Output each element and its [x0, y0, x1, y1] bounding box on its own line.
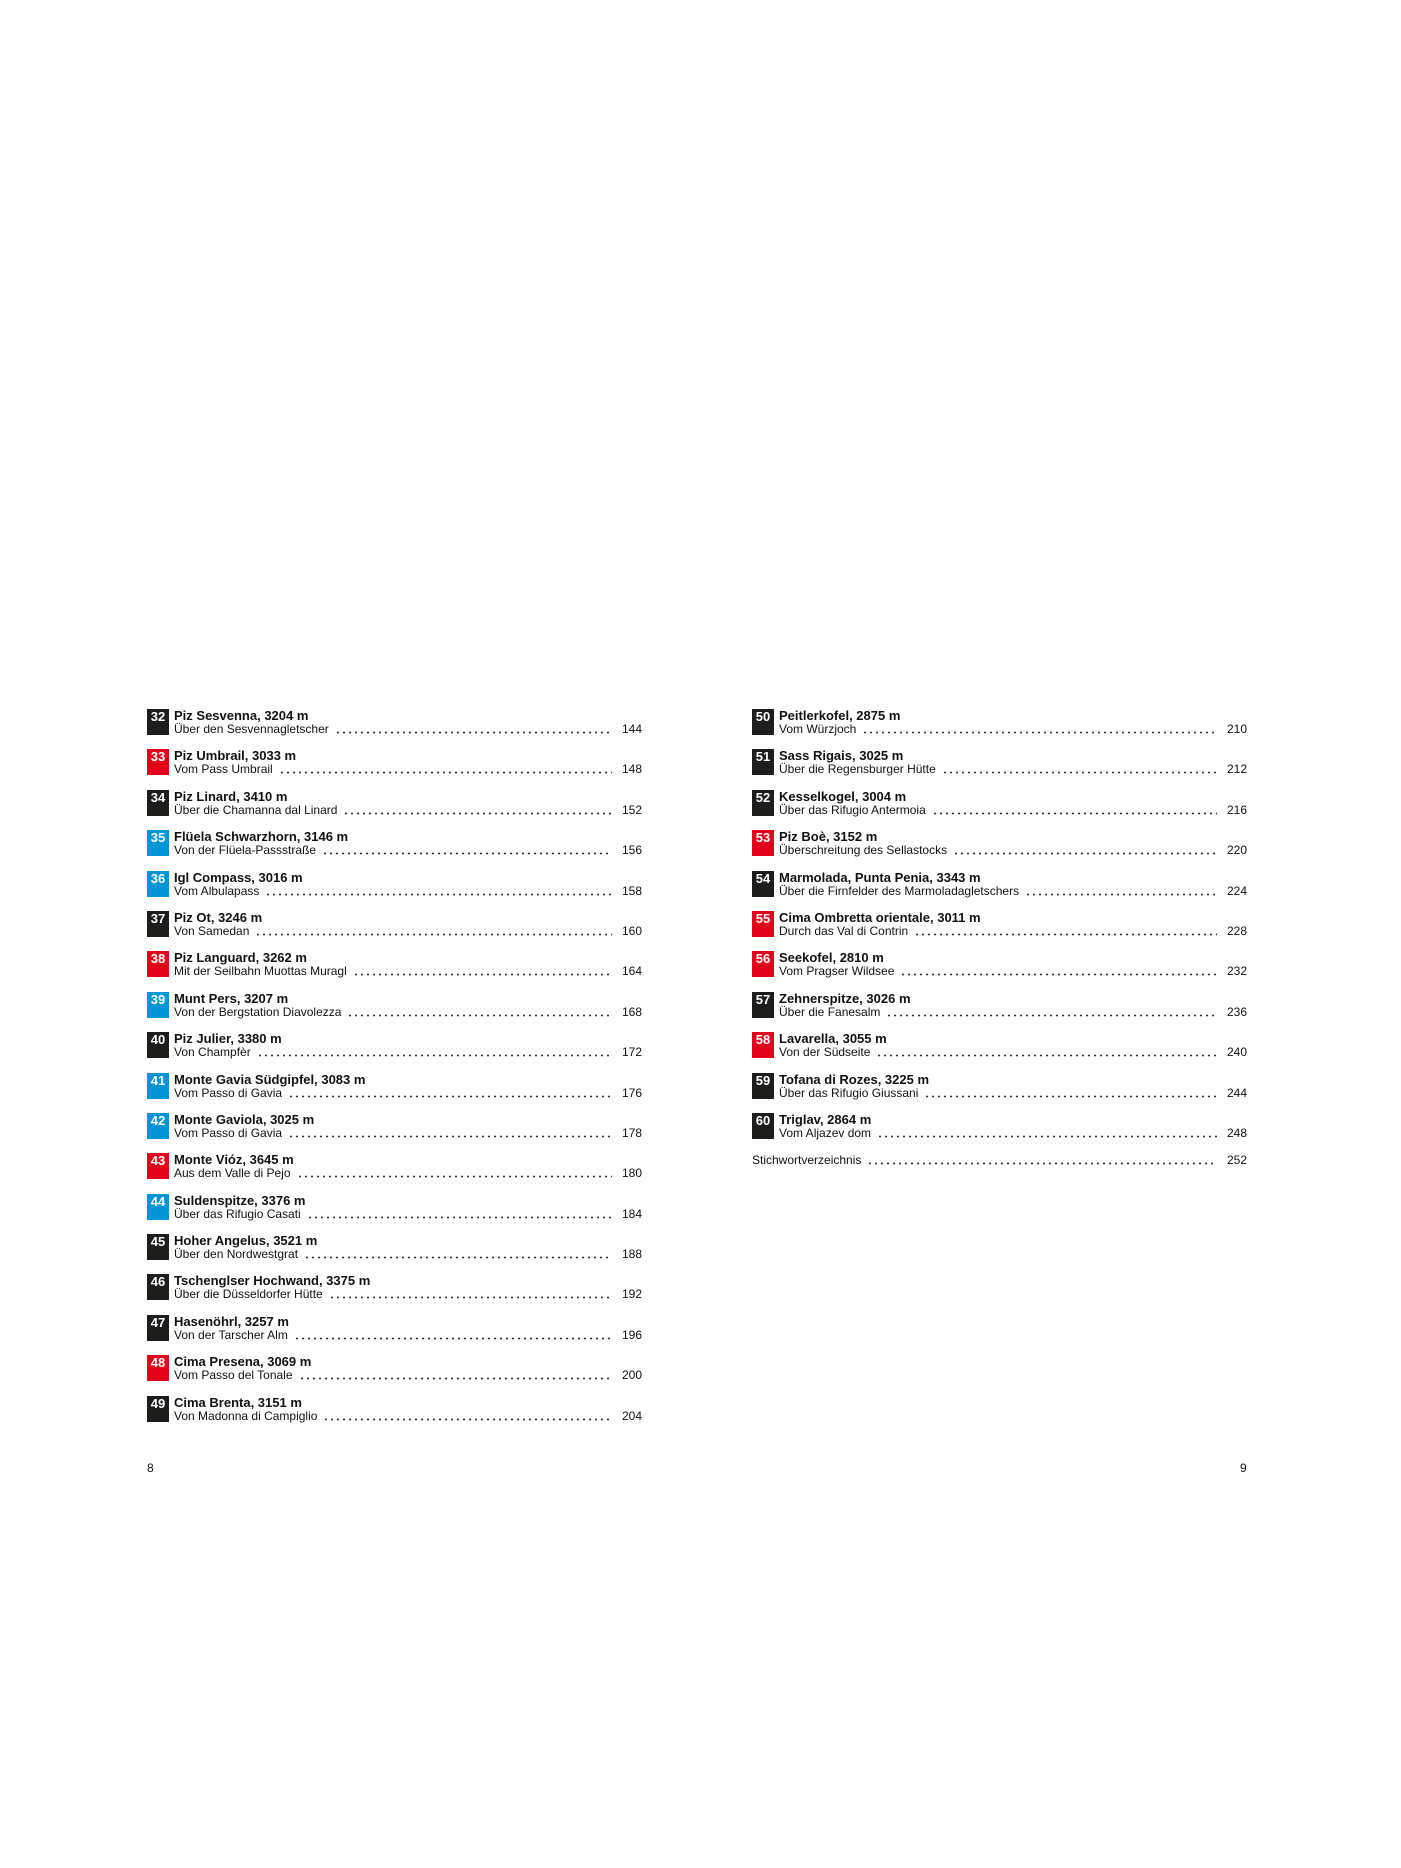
tour-page-number: 244 — [1226, 1085, 1247, 1100]
tour-number-badge: 49 — [147, 1396, 169, 1422]
tour-title: Marmolada, Punta Penia, 3343 m — [779, 869, 981, 885]
tour-route: Von Madonna di Campiglio — [174, 1408, 318, 1423]
dot-leader — [876, 1054, 1217, 1057]
tour-title: Zehnerspitze, 3026 m — [779, 990, 911, 1006]
tour-route: Vom Aljazev dom — [779, 1125, 872, 1140]
dot-leader — [288, 1095, 612, 1098]
tour-number-badge: 44 — [147, 1194, 169, 1220]
tour-page-number: 156 — [621, 843, 642, 858]
index-page-number: 252 — [1226, 1153, 1247, 1168]
tour-number-badge: 53 — [752, 830, 774, 856]
tour-route: Überschreitung des Sellastocks — [779, 843, 948, 858]
tour-subline — [174, 843, 642, 858]
tour-page-number: 160 — [621, 923, 642, 938]
tour-title: Flüela Schwarzhorn, 3146 m — [174, 829, 349, 845]
tour-page-number: 192 — [621, 1287, 642, 1302]
dot-leader — [877, 1135, 1217, 1138]
tour-subline — [779, 964, 1247, 979]
toc-entry — [147, 790, 642, 830]
tour-number-badge: 47 — [147, 1315, 169, 1341]
tour-page-number: 188 — [621, 1247, 642, 1262]
index-line — [752, 1153, 1247, 1168]
tour-page-number: 172 — [621, 1045, 642, 1060]
tour-route: Vom Passo di Gavia — [174, 1125, 283, 1140]
tour-title: Kesselkogel, 3004 m — [779, 788, 907, 804]
tour-subline — [779, 803, 1247, 818]
dot-leader — [900, 973, 1217, 976]
tour-number-badge: 37 — [147, 911, 169, 937]
toc-entry — [147, 1032, 642, 1072]
tour-title: Monte Gavia Südgipfel, 3083 m — [174, 1071, 366, 1087]
tour-title: Tofana di Rozes, 3225 m — [779, 1071, 930, 1087]
tour-page-number: 178 — [621, 1125, 642, 1140]
toc-entry — [147, 1113, 642, 1153]
tour-route: Über den Sesvennagletscher — [174, 722, 329, 736]
tour-title: Cima Presena, 3069 m — [174, 1354, 312, 1370]
tour-subline — [174, 1287, 642, 1302]
dot-leader — [924, 1095, 1217, 1098]
tour-title: Triglav, 2864 m — [779, 1111, 872, 1127]
tour-subline — [174, 1045, 642, 1060]
toc-entry — [752, 992, 1247, 1032]
toc-entry — [752, 911, 1247, 951]
tour-subline — [174, 1166, 642, 1181]
tour-route: Von der Tarscher Alm — [174, 1327, 288, 1342]
toc-entry — [147, 992, 642, 1032]
tour-number-badge: 52 — [752, 790, 774, 816]
toc-entry — [147, 911, 642, 951]
toc-entry — [147, 871, 642, 911]
tour-page-number: 180 — [621, 1166, 642, 1181]
index-entry — [752, 1153, 1247, 1173]
toc-entry — [147, 1073, 642, 1113]
tour-title: Munt Pers, 3207 m — [174, 990, 289, 1006]
dot-leader — [347, 1014, 612, 1017]
dot-leader — [255, 933, 612, 936]
tour-number-badge: 55 — [752, 911, 774, 937]
dot-leader — [322, 852, 612, 855]
page-number-right: 9 — [1240, 1461, 1247, 1475]
tour-title: Hoher Angelus, 3521 m — [174, 1233, 318, 1249]
tour-title: Lavarella, 3055 m — [779, 1031, 887, 1047]
tour-title: Piz Julier, 3380 m — [174, 1031, 282, 1047]
toc-right-column — [752, 709, 1247, 1173]
dot-leader — [862, 731, 1217, 734]
tour-number-badge: 45 — [147, 1234, 169, 1260]
tour-number-badge: 46 — [147, 1274, 169, 1300]
tour-page-number: 210 — [1226, 722, 1247, 736]
tour-title: Peitlerkofel, 2875 m — [779, 708, 901, 723]
tour-title: Piz Languard, 3262 m — [174, 950, 307, 966]
tour-subline — [779, 722, 1247, 737]
tour-subline — [174, 1247, 642, 1262]
tour-title: Tschenglser Hochwand, 3375 m — [174, 1273, 371, 1289]
tour-route: Über das Rifugio Giussani — [779, 1085, 919, 1100]
tour-route: Über die Düsseldorfer Hütte — [174, 1287, 323, 1302]
tour-page-number: 240 — [1226, 1045, 1247, 1060]
toc-entry — [752, 871, 1247, 911]
tour-route: Vom Passo del Tonale — [174, 1368, 293, 1383]
dot-leader — [257, 1054, 612, 1057]
dot-leader — [297, 1175, 612, 1178]
tour-route: Durch das Val di Contrin — [779, 923, 909, 938]
tour-number-badge: 42 — [147, 1113, 169, 1139]
toc-entry — [147, 709, 642, 749]
tour-title: Monte Gaviola, 3025 m — [174, 1111, 315, 1127]
tour-subline — [174, 722, 642, 737]
tour-route: Vom Pass Umbrail — [174, 762, 273, 777]
dot-leader — [867, 1162, 1217, 1165]
tour-number-badge: 40 — [147, 1032, 169, 1058]
tour-title: Sass Rigais, 3025 m — [779, 748, 904, 764]
tour-page-number: 148 — [621, 762, 642, 777]
tour-page-number: 152 — [621, 802, 642, 817]
toc-entry — [752, 1073, 1247, 1113]
toc-entry — [147, 1234, 642, 1274]
tour-title: Igl Compass, 3016 m — [174, 869, 303, 885]
toc-entry — [752, 830, 1247, 870]
tour-subline — [174, 762, 642, 777]
tour-route: Vom Passo di Gavia — [174, 1085, 283, 1100]
tour-subline — [174, 884, 642, 899]
tour-route: Über die Firnfelder des Marmoladagletschers — [779, 883, 1020, 898]
tour-number-badge: 58 — [752, 1032, 774, 1058]
dot-leader — [353, 973, 612, 976]
tour-number-badge: 32 — [147, 709, 169, 735]
tour-number-badge: 59 — [752, 1073, 774, 1099]
toc-entry — [752, 1032, 1247, 1072]
tour-number-badge: 41 — [147, 1073, 169, 1099]
tour-page-number: 164 — [621, 964, 642, 979]
tour-route: Über den Nordwestgrat — [174, 1247, 299, 1262]
tour-route: Mit der Seilbahn Muottas Muragl — [174, 964, 347, 979]
dot-leader — [886, 1014, 1217, 1017]
dot-leader — [942, 771, 1217, 774]
tour-subline — [174, 1328, 642, 1343]
toc-entry — [147, 1274, 642, 1314]
tour-subline — [174, 1126, 642, 1141]
tour-number-badge: 38 — [147, 951, 169, 977]
tour-title: Piz Umbrail, 3033 m — [174, 748, 297, 764]
toc-entry — [147, 1315, 642, 1355]
tour-route: Über das Rifugio Antermoia — [779, 802, 926, 817]
tour-subline — [779, 1126, 1247, 1141]
tour-route: Über die Chamanna dal Linard — [174, 802, 338, 817]
dot-leader — [265, 893, 612, 896]
dot-leader — [1025, 893, 1217, 896]
tour-number-badge: 34 — [147, 790, 169, 816]
dot-leader — [343, 812, 612, 815]
dot-leader — [914, 933, 1217, 936]
tour-page-number: 168 — [621, 1004, 642, 1019]
tour-title: Suldenspitze, 3376 m — [174, 1192, 306, 1208]
tour-route: Vom Würzjoch — [779, 722, 857, 736]
dot-leader — [288, 1135, 612, 1138]
tour-page-number: 224 — [1226, 883, 1247, 898]
page-number-left: 8 — [147, 1461, 154, 1475]
tour-subline — [779, 762, 1247, 777]
tour-subline — [779, 924, 1247, 939]
tour-number-badge: 36 — [147, 871, 169, 897]
dot-leader — [953, 852, 1217, 855]
tour-subline — [779, 1045, 1247, 1060]
tour-page-number: 232 — [1226, 964, 1247, 979]
tour-title: Piz Boè, 3152 m — [779, 829, 878, 845]
tour-page-number: 176 — [621, 1085, 642, 1100]
tour-number-badge: 43 — [147, 1153, 169, 1179]
tour-number-badge: 51 — [752, 749, 774, 775]
tour-title: Piz Sesvenna, 3204 m — [174, 708, 309, 723]
dot-leader — [932, 812, 1217, 815]
toc-entry — [147, 1194, 642, 1234]
tour-subline — [174, 924, 642, 939]
tour-page-number: 236 — [1226, 1004, 1247, 1019]
tour-number-badge: 35 — [147, 830, 169, 856]
tour-subline — [779, 843, 1247, 858]
toc-entry — [147, 1153, 642, 1193]
tour-title: Hasenöhrl, 3257 m — [174, 1313, 289, 1329]
toc-entry — [147, 1355, 642, 1395]
dot-leader — [323, 1418, 612, 1421]
tour-subline — [174, 1409, 642, 1424]
toc-entry — [752, 790, 1247, 830]
toc-left-column — [147, 709, 642, 1436]
tour-title: Seekofel, 2810 m — [779, 950, 884, 966]
tour-page-number: 144 — [621, 722, 642, 736]
tour-page-number: 200 — [621, 1368, 642, 1383]
tour-route: Von der Flüela-Passstraße — [174, 843, 317, 858]
tour-route: Über die Regensburger Hütte — [779, 762, 936, 777]
tour-route: Vom Pragser Wildsee — [779, 964, 895, 979]
tour-page-number: 196 — [621, 1327, 642, 1342]
toc-entry — [147, 749, 642, 789]
tour-title: Piz Linard, 3410 m — [174, 788, 288, 804]
toc-entry — [752, 709, 1247, 749]
tour-route: Vom Albulapass — [174, 883, 260, 898]
tour-number-badge: 33 — [147, 749, 169, 775]
tour-page-number: 212 — [1226, 762, 1247, 777]
tour-route: Über die Fanesalm — [779, 1004, 881, 1019]
dot-leader — [294, 1337, 612, 1340]
tour-number-badge: 48 — [147, 1355, 169, 1381]
toc-entry — [752, 951, 1247, 991]
tour-subline — [174, 1086, 642, 1101]
toc-entry — [147, 830, 642, 870]
dot-leader — [307, 1216, 612, 1219]
tour-number-badge: 39 — [147, 992, 169, 1018]
dot-leader — [304, 1256, 612, 1259]
dot-leader — [335, 731, 612, 734]
tour-title: Piz Ot, 3246 m — [174, 909, 263, 925]
toc-entry — [752, 749, 1247, 789]
tour-title: Monte Vióz, 3645 m — [174, 1152, 294, 1168]
tour-page-number: 228 — [1226, 923, 1247, 938]
tour-route: Von der Bergstation Diavolezza — [174, 1004, 342, 1019]
tour-page-number: 220 — [1226, 843, 1247, 858]
tour-route: Von Samedan — [174, 923, 250, 938]
dot-leader — [329, 1296, 612, 1299]
tour-page-number: 158 — [621, 883, 642, 898]
tour-subline — [174, 1005, 642, 1020]
tour-route: Von der Südseite — [779, 1045, 871, 1060]
dot-leader — [279, 771, 612, 774]
tour-subline — [174, 803, 642, 818]
tour-title: Cima Ombretta orientale, 3011 m — [779, 909, 981, 925]
tour-page-number: 184 — [621, 1206, 642, 1221]
index-label: Stichwortverzeichnis — [752, 1153, 862, 1168]
tour-number-badge: 54 — [752, 871, 774, 897]
toc-entry — [147, 951, 642, 991]
tour-number-badge: 57 — [752, 992, 774, 1018]
tour-route: Von Champfèr — [174, 1045, 251, 1060]
tour-number-badge: 60 — [752, 1113, 774, 1139]
toc-entry — [752, 1113, 1247, 1153]
tour-route: Aus dem Valle di Pejo — [174, 1166, 291, 1181]
dot-leader — [299, 1377, 612, 1380]
tour-subline — [779, 1005, 1247, 1020]
tour-page-number: 248 — [1226, 1125, 1247, 1140]
tour-subline — [174, 1368, 642, 1383]
tour-subline — [174, 1207, 642, 1222]
toc-entry — [147, 1396, 642, 1436]
tour-subline — [779, 884, 1247, 899]
tour-number-badge: 56 — [752, 951, 774, 977]
tour-page-number: 216 — [1226, 802, 1247, 817]
tour-subline — [779, 1086, 1247, 1101]
tour-title: Cima Brenta, 3151 m — [174, 1394, 302, 1410]
tour-subline — [174, 964, 642, 979]
tour-page-number: 204 — [621, 1408, 642, 1423]
tour-number-badge: 50 — [752, 709, 774, 735]
tour-route: Über das Rifugio Casati — [174, 1206, 301, 1221]
